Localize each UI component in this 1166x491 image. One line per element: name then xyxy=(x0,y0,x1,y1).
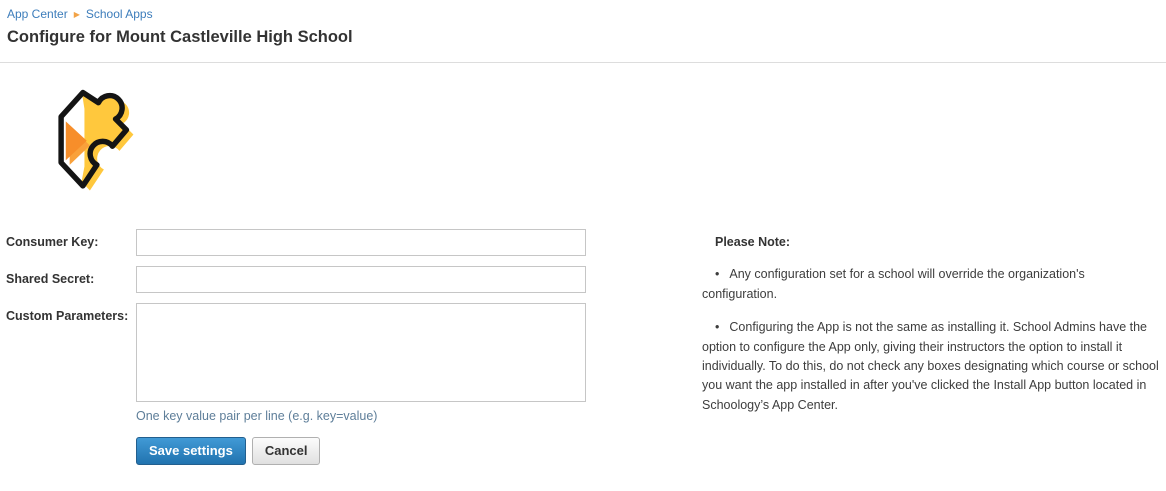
note-item xyxy=(702,318,1160,415)
form-actions xyxy=(136,437,702,465)
header-divider xyxy=(0,62,1166,63)
shared-secret-row xyxy=(6,266,702,293)
please-note-panel xyxy=(702,229,1160,465)
page-title: Configure for Mount Castleville High School xyxy=(7,28,353,46)
bullet-icon: • xyxy=(715,267,720,282)
configuration-form xyxy=(6,229,702,465)
custom-parameters-row xyxy=(6,303,702,402)
save-settings-button[interactable]: Save settings xyxy=(136,437,246,465)
breadcrumb xyxy=(7,7,1160,22)
custom-parameters-label: Custom Parameters: xyxy=(6,309,129,323)
cancel-button[interactable]: Cancel xyxy=(252,437,321,465)
note-text: Configuring the App is not the same as installing it. School Admins have the option to configure the App only, giving their instructors the option to install it individually. To do this, do not check any boxes designating which course or school you want the app installed in after you've clicked the Install App button located in Schoology’s App Center. xyxy=(702,320,1159,412)
main-content xyxy=(6,229,1160,465)
consumer-key-input[interactable] xyxy=(136,229,586,256)
breadcrumb-arrow-icon: ▶ xyxy=(73,10,80,19)
note-item xyxy=(702,265,1160,304)
note-text: Any configuration set for a school will override the organization's configuration. xyxy=(702,267,1085,301)
breadcrumb-link-school-apps[interactable]: School Apps xyxy=(85,7,153,21)
please-note-heading: Please Note: xyxy=(715,235,791,249)
custom-parameters-hint: One key value pair per line (e.g. key=value) xyxy=(136,409,378,423)
custom-parameters-textarea[interactable] xyxy=(136,303,586,402)
breadcrumb-link-app-center[interactable]: App Center xyxy=(7,7,68,21)
shared-secret-label: Shared Secret: xyxy=(6,272,95,286)
puzzle-piece-icon xyxy=(44,86,142,194)
bullet-icon: • xyxy=(715,320,720,335)
consumer-key-label: Consumer Key: xyxy=(6,235,99,249)
app-logo-container xyxy=(44,86,1160,196)
shared-secret-input[interactable] xyxy=(136,266,586,293)
consumer-key-row xyxy=(6,229,702,256)
